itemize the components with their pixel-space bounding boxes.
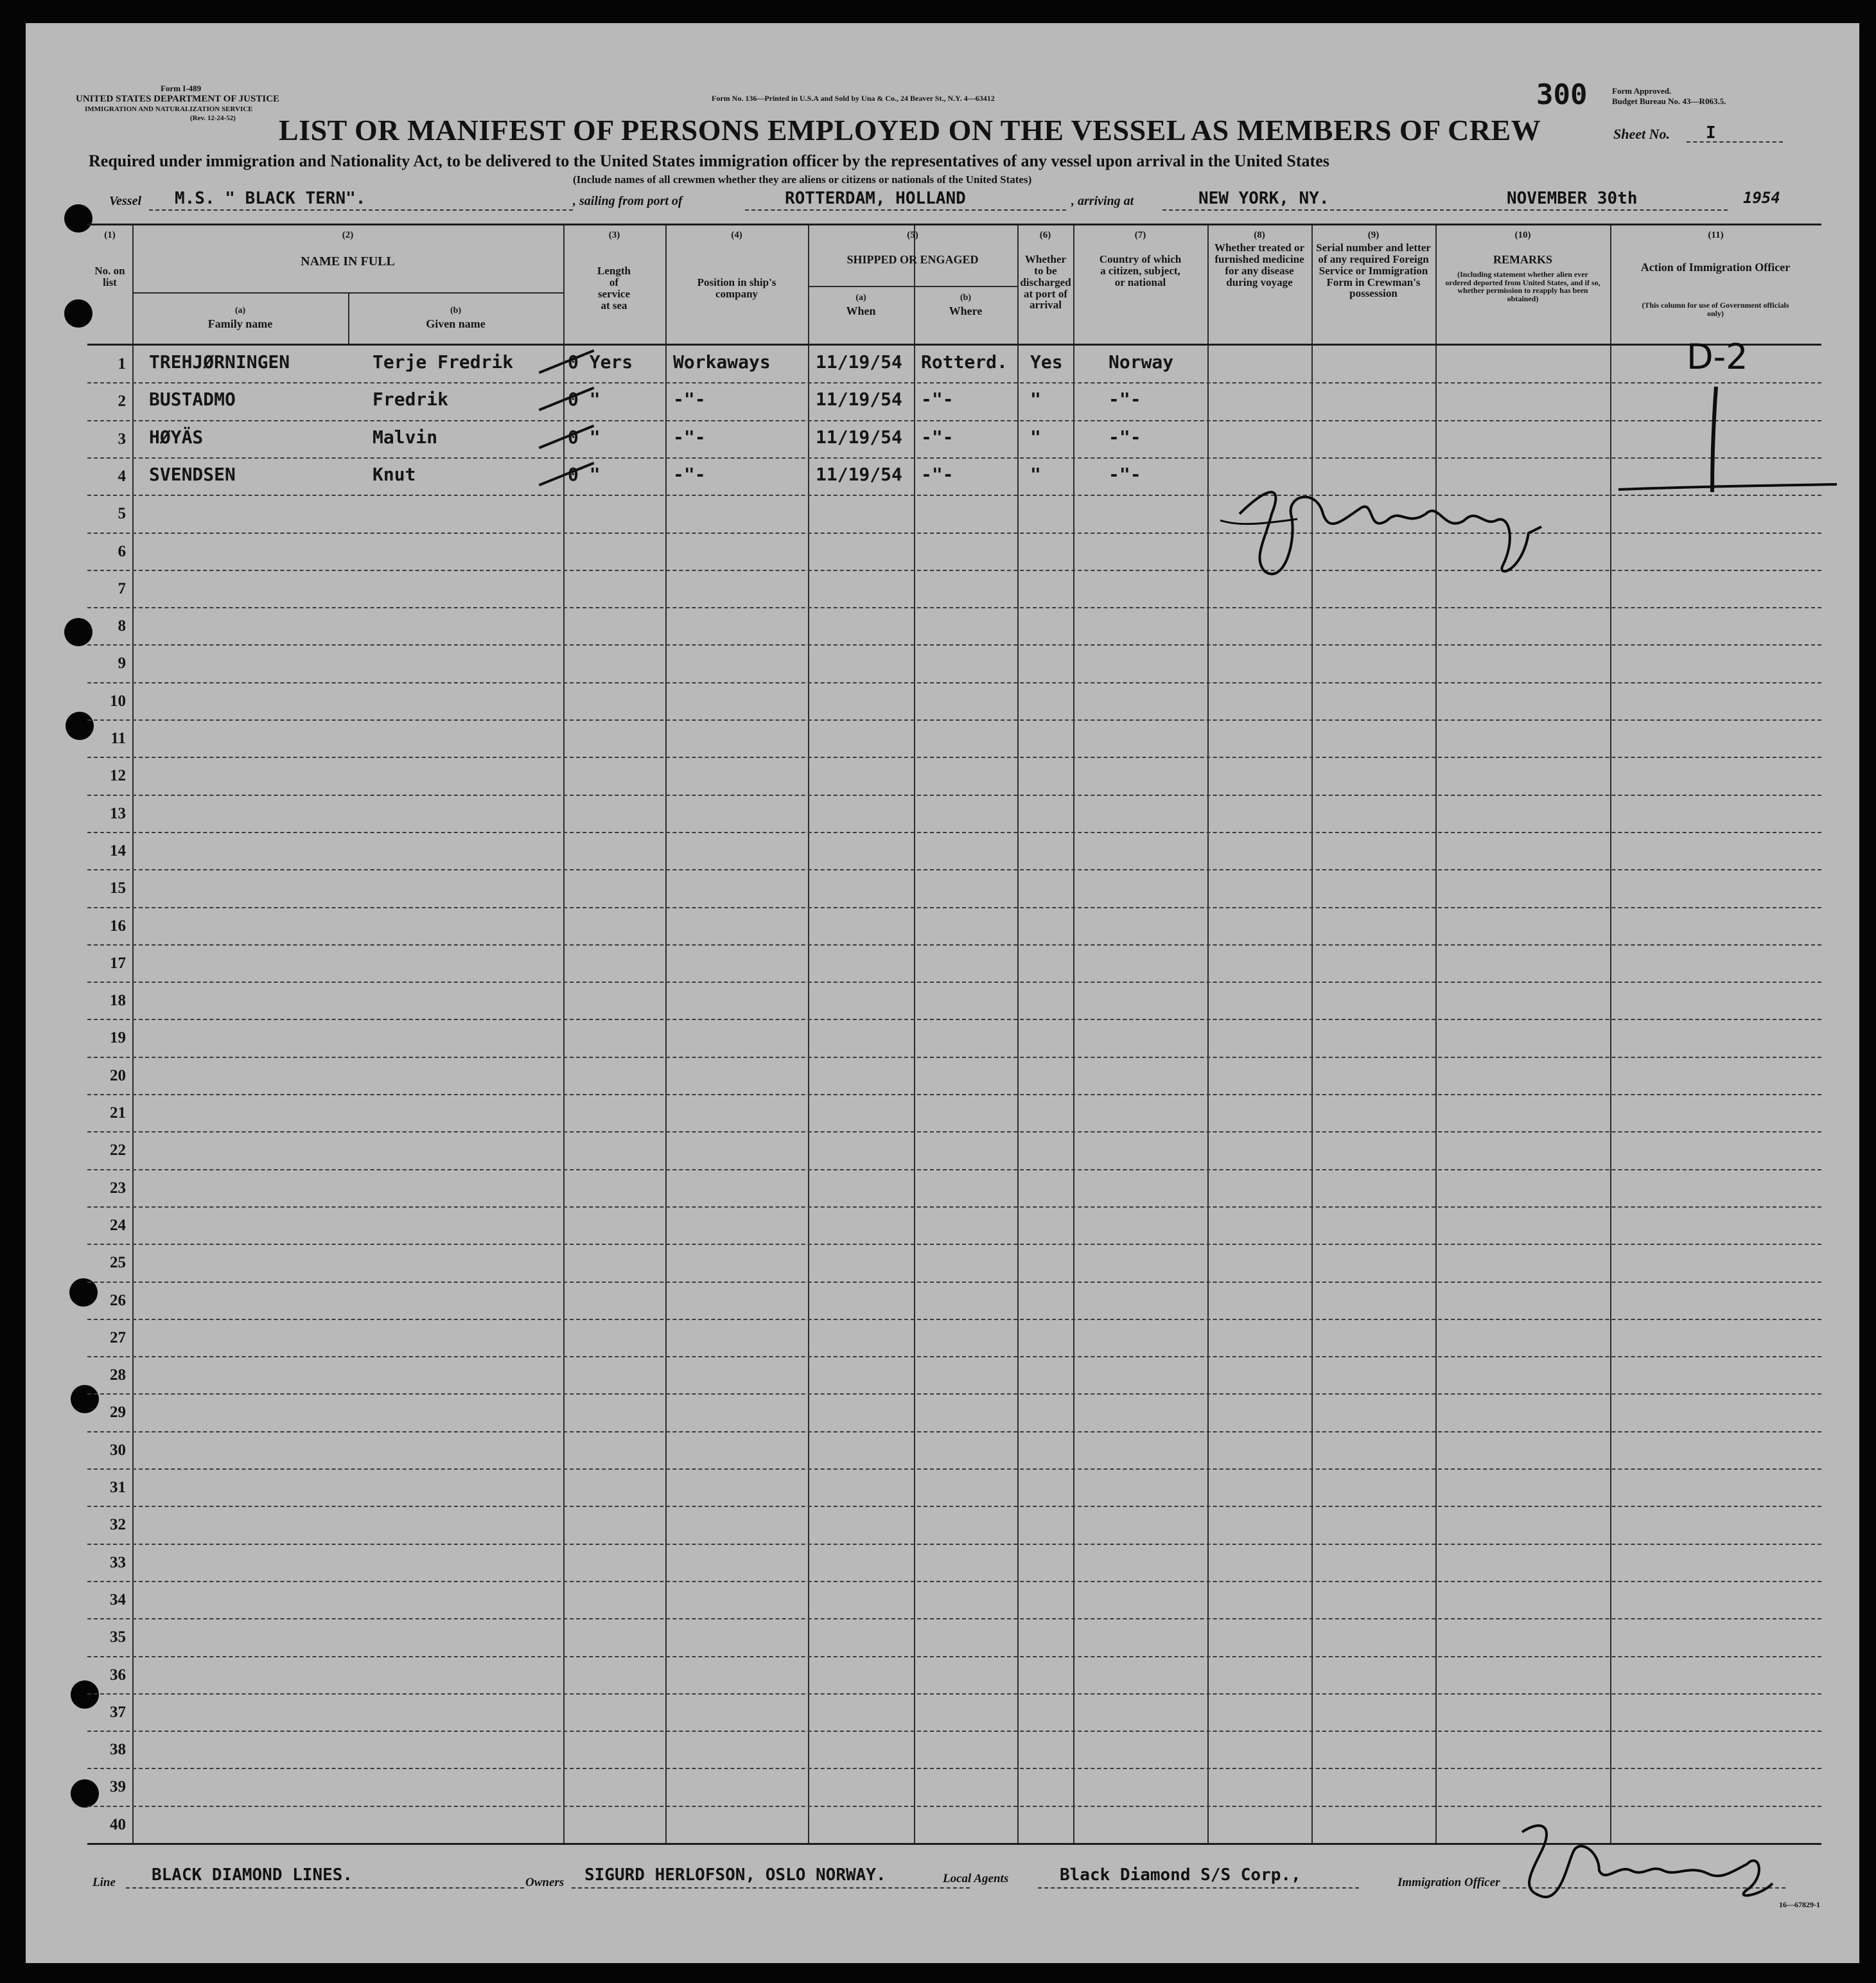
shipped-where-cell: -"- xyxy=(921,389,954,410)
col-5a-header: When xyxy=(846,304,876,317)
row-number: 33 xyxy=(110,1553,126,1571)
discharge-cell: " xyxy=(1030,426,1041,448)
row-number: 10 xyxy=(110,692,126,710)
approval-line-1: Form Approved. xyxy=(1612,86,1672,96)
position-cell: -"- xyxy=(673,389,706,410)
row-divider xyxy=(87,1169,1821,1170)
family-name-cell: SVENDSEN xyxy=(149,463,236,485)
col-11-number: (11) xyxy=(1708,230,1724,240)
approval-line-2: Budget Bureau No. 43—R063.5. xyxy=(1612,96,1726,106)
manifest-title: LIST OR MANIFEST OF PERSONS EMPLOYED ON THE VESSEL AS MEMBERS OF CREW xyxy=(279,114,1541,146)
shipped-where-cell: -"- xyxy=(921,463,954,485)
row-number: 34 xyxy=(110,1591,126,1608)
manifest-note: (Include names of all crewmen whether they are aliens or citizens or nationals of the United States) xyxy=(573,173,1032,186)
immigration-officer-signature xyxy=(1503,1813,1779,1909)
row-divider xyxy=(87,1468,1821,1470)
row-divider xyxy=(87,1618,1821,1619)
row-divider xyxy=(87,533,1821,534)
col-9-header: Serial number and letter of any required Foreign Service or Immigration Form in Crewman's possession xyxy=(1316,242,1431,300)
row-number: 13 xyxy=(110,804,126,822)
col-2-header: NAME IN FULL xyxy=(301,254,395,269)
row-divider xyxy=(87,682,1821,683)
row-divider xyxy=(87,1131,1821,1133)
col-6-header: Whether to be discharged at port of arrival xyxy=(1020,253,1071,312)
service-name: IMMIGRATION AND NATURALIZATION SERVICE xyxy=(85,105,253,113)
col-10-number: (10) xyxy=(1514,230,1531,240)
annotation-bracket xyxy=(1606,383,1843,498)
col-4-header: Position in ship's company xyxy=(697,276,776,300)
department-name: UNITED STATES DEPARTMENT OF JUSTICE xyxy=(76,94,280,104)
shipped-when-cell: 11/19/54 xyxy=(816,426,902,448)
col-10-note: (Including statement whether alien ever ordered deported from United States, and if so, whether permission to reapply has been obtained) xyxy=(1445,270,1600,303)
crew-table xyxy=(87,224,1821,1845)
given-name-cell: Malvin xyxy=(373,426,438,448)
shipped-where-cell: -"- xyxy=(921,426,954,448)
row-divider xyxy=(87,495,1821,496)
row-divider xyxy=(87,1057,1821,1058)
col-2-number: (2) xyxy=(342,230,354,240)
row-divider xyxy=(87,1356,1821,1357)
col-2b-header: Given name xyxy=(426,317,486,330)
line-value: BLACK DIAMOND LINES. xyxy=(152,1865,353,1885)
row-number: 25 xyxy=(110,1254,126,1272)
col-11-header: Action of Immigration Officer xyxy=(1640,261,1791,274)
row-divider xyxy=(87,1393,1821,1395)
officer-signature xyxy=(1214,463,1561,591)
owners-value: SIGURD HERLOFSON, OSLO NORWAY. xyxy=(584,1865,886,1885)
row-number: 32 xyxy=(110,1516,126,1534)
service-cell: 0 " xyxy=(568,426,600,448)
service-cell: 0 Yers xyxy=(568,351,633,373)
row-number: 22 xyxy=(110,1141,126,1159)
row-divider xyxy=(87,757,1821,758)
row-divider xyxy=(87,1768,1821,1769)
col-3-number: (3) xyxy=(608,230,620,240)
service-cell: 0 " xyxy=(568,463,600,485)
row-number: 27 xyxy=(110,1328,126,1346)
row-divider xyxy=(87,644,1821,646)
row-divider xyxy=(87,1431,1821,1432)
col-5-number: (5) xyxy=(907,230,918,240)
row-number: 15 xyxy=(110,879,126,897)
row-divider xyxy=(87,457,1821,459)
row-number: 8 xyxy=(118,617,126,635)
arrival-port: NEW YORK, NY. xyxy=(1198,189,1329,208)
position-cell: Workaways xyxy=(673,351,771,373)
family-name-cell: BUSTADMO xyxy=(149,389,236,410)
row-divider xyxy=(87,1206,1821,1208)
row-number: 3 xyxy=(118,430,126,448)
sheet-label: Sheet No. xyxy=(1613,126,1670,142)
row-divider xyxy=(87,1319,1821,1320)
discharge-cell: Yes xyxy=(1030,351,1063,373)
form-code: 16—67829-1 xyxy=(1779,1900,1820,1909)
row-divider xyxy=(87,607,1821,608)
row-number: 18 xyxy=(110,992,126,1010)
revision-date: (Rev. 12-24-52) xyxy=(190,114,236,122)
col-8-header: Whether treated or furnished medicine for any disease during voyage xyxy=(1214,242,1305,288)
col-1-number: (1) xyxy=(104,230,116,240)
position-cell: -"- xyxy=(673,426,706,448)
row-divider xyxy=(87,907,1821,908)
sailing-label: , sailing from port of xyxy=(573,194,683,208)
row-divider xyxy=(87,382,1821,383)
shipped-when-cell: 11/19/54 xyxy=(816,389,902,410)
shipped-when-cell: 11/19/54 xyxy=(816,351,902,373)
shipped-when-cell: 11/19/54 xyxy=(816,463,902,485)
manifest-subtitle: Required under immigration and Nationality Act, to be delivered to the United States immigration officer by the representatives of any vessel upon arrival in the United States xyxy=(89,152,1329,170)
stamp-number: 300 xyxy=(1536,78,1588,111)
col-2a-header: Family name xyxy=(207,317,273,330)
row-divider xyxy=(87,869,1821,870)
row-number: 2 xyxy=(118,392,126,410)
given-name-cell: Terje Fredrik xyxy=(373,351,514,373)
col-2b-letter: (b) xyxy=(450,306,462,315)
agents-label: Local Agents xyxy=(943,1872,1009,1885)
arrival-year: 1954 xyxy=(1743,189,1780,207)
row-number: 5 xyxy=(118,505,126,523)
col-9-number: (9) xyxy=(1367,230,1380,240)
row-number: 35 xyxy=(110,1628,126,1646)
col-2a-letter: (a) xyxy=(234,306,246,315)
row-divider xyxy=(87,795,1821,796)
row-divider xyxy=(87,1282,1821,1283)
row-divider xyxy=(87,832,1821,833)
officer-label: Immigration Officer xyxy=(1398,1876,1500,1889)
col-11-note: (This column for use of Government officials only) xyxy=(1642,301,1789,318)
row-number: 31 xyxy=(110,1479,126,1496)
row-number: 29 xyxy=(110,1404,126,1422)
row-number: 39 xyxy=(110,1778,126,1796)
family-name-cell: TREHJØRNINGEN xyxy=(149,351,290,373)
printer-line: Form No. 136—Printed in U.S.A and Sold by Una & Co., 24 Beaver St., N.Y. 4—63412 xyxy=(712,94,995,103)
row-divider xyxy=(87,1656,1821,1657)
row-divider xyxy=(87,1544,1821,1545)
col-8-number: (8) xyxy=(1254,230,1265,240)
row-number: 14 xyxy=(110,842,126,859)
row-number: 24 xyxy=(110,1216,126,1234)
form-number: Form I-489 xyxy=(161,84,202,93)
family-name-cell: HØYÄS xyxy=(149,426,204,448)
country-cell: Norway xyxy=(1109,351,1174,373)
given-name-cell: Fredrik xyxy=(373,389,449,410)
row-divider xyxy=(87,570,1821,571)
row-number: 9 xyxy=(118,655,126,673)
row-number: 40 xyxy=(110,1815,126,1833)
arrival-date: NOVEMBER 30th xyxy=(1507,189,1638,208)
col-1-header: No. on list xyxy=(94,265,125,288)
row-divider xyxy=(87,1581,1821,1582)
country-cell: -"- xyxy=(1109,463,1141,485)
row-number: 20 xyxy=(110,1066,126,1084)
row-number: 11 xyxy=(110,730,126,747)
col-5b-header: Where xyxy=(949,304,983,317)
discharge-cell: " xyxy=(1030,389,1041,410)
owners-label: Owners xyxy=(525,1876,565,1889)
row-number: 30 xyxy=(110,1441,126,1459)
row-number: 21 xyxy=(110,1104,126,1122)
country-cell: -"- xyxy=(1109,426,1141,448)
col-3-header: Length of service at sea xyxy=(597,265,631,312)
row-number: 36 xyxy=(110,1666,126,1684)
vessel-name: M.S. " BLACK TERN". xyxy=(175,189,366,208)
country-cell: -"- xyxy=(1109,389,1141,410)
shipped-where-cell: Rotterd. xyxy=(921,351,1008,373)
row-divider xyxy=(87,1693,1821,1695)
col-5-header: SHIPPED OR ENGAGED xyxy=(846,253,979,266)
given-name-cell: Knut xyxy=(373,463,416,485)
vessel-label: Vessel xyxy=(109,194,141,208)
row-number: 38 xyxy=(110,1741,126,1759)
row-divider xyxy=(87,1244,1821,1245)
arriving-label: , arriving at xyxy=(1071,194,1134,208)
row-number: 37 xyxy=(110,1703,126,1721)
service-cell: 0 " xyxy=(568,389,600,410)
row-number: 12 xyxy=(110,767,126,785)
handwritten-annotation: D-2 xyxy=(1687,337,1748,377)
row-divider xyxy=(87,944,1821,946)
row-number: 16 xyxy=(110,917,126,935)
col-5a-letter: (a) xyxy=(855,293,866,303)
row-divider xyxy=(87,1019,1821,1020)
row-number: 6 xyxy=(118,542,126,560)
col-5b-letter: (b) xyxy=(960,293,972,303)
row-number: 4 xyxy=(118,467,126,485)
col-4-number: (4) xyxy=(731,230,742,240)
line-label: Line xyxy=(92,1876,116,1889)
position-cell: -"- xyxy=(673,463,706,485)
row-divider xyxy=(87,1806,1821,1807)
row-number: 19 xyxy=(110,1029,126,1047)
row-number: 1 xyxy=(118,355,126,373)
discharge-cell: " xyxy=(1030,463,1041,485)
sailing-port: ROTTERDAM, HOLLAND xyxy=(785,189,966,208)
col-6-number: (6) xyxy=(1039,230,1051,240)
sheet-number: I xyxy=(1706,123,1716,143)
row-divider xyxy=(87,1094,1821,1095)
row-number: 26 xyxy=(110,1291,126,1309)
row-divider xyxy=(87,1506,1821,1507)
row-divider xyxy=(87,420,1821,421)
col-10-header: REMARKS xyxy=(1493,253,1552,266)
row-divider xyxy=(87,1731,1821,1732)
row-divider xyxy=(87,719,1821,721)
row-divider xyxy=(87,982,1821,983)
row-number: 17 xyxy=(110,954,126,972)
row-number: 28 xyxy=(110,1366,126,1384)
agents-value: Black Diamond S/S Corp., xyxy=(1060,1865,1301,1885)
row-number: 7 xyxy=(118,579,126,597)
col-7-number: (7) xyxy=(1134,230,1146,240)
col-7-header: Country of which a citizen, subject, or national xyxy=(1099,253,1182,288)
row-number: 23 xyxy=(110,1179,126,1197)
